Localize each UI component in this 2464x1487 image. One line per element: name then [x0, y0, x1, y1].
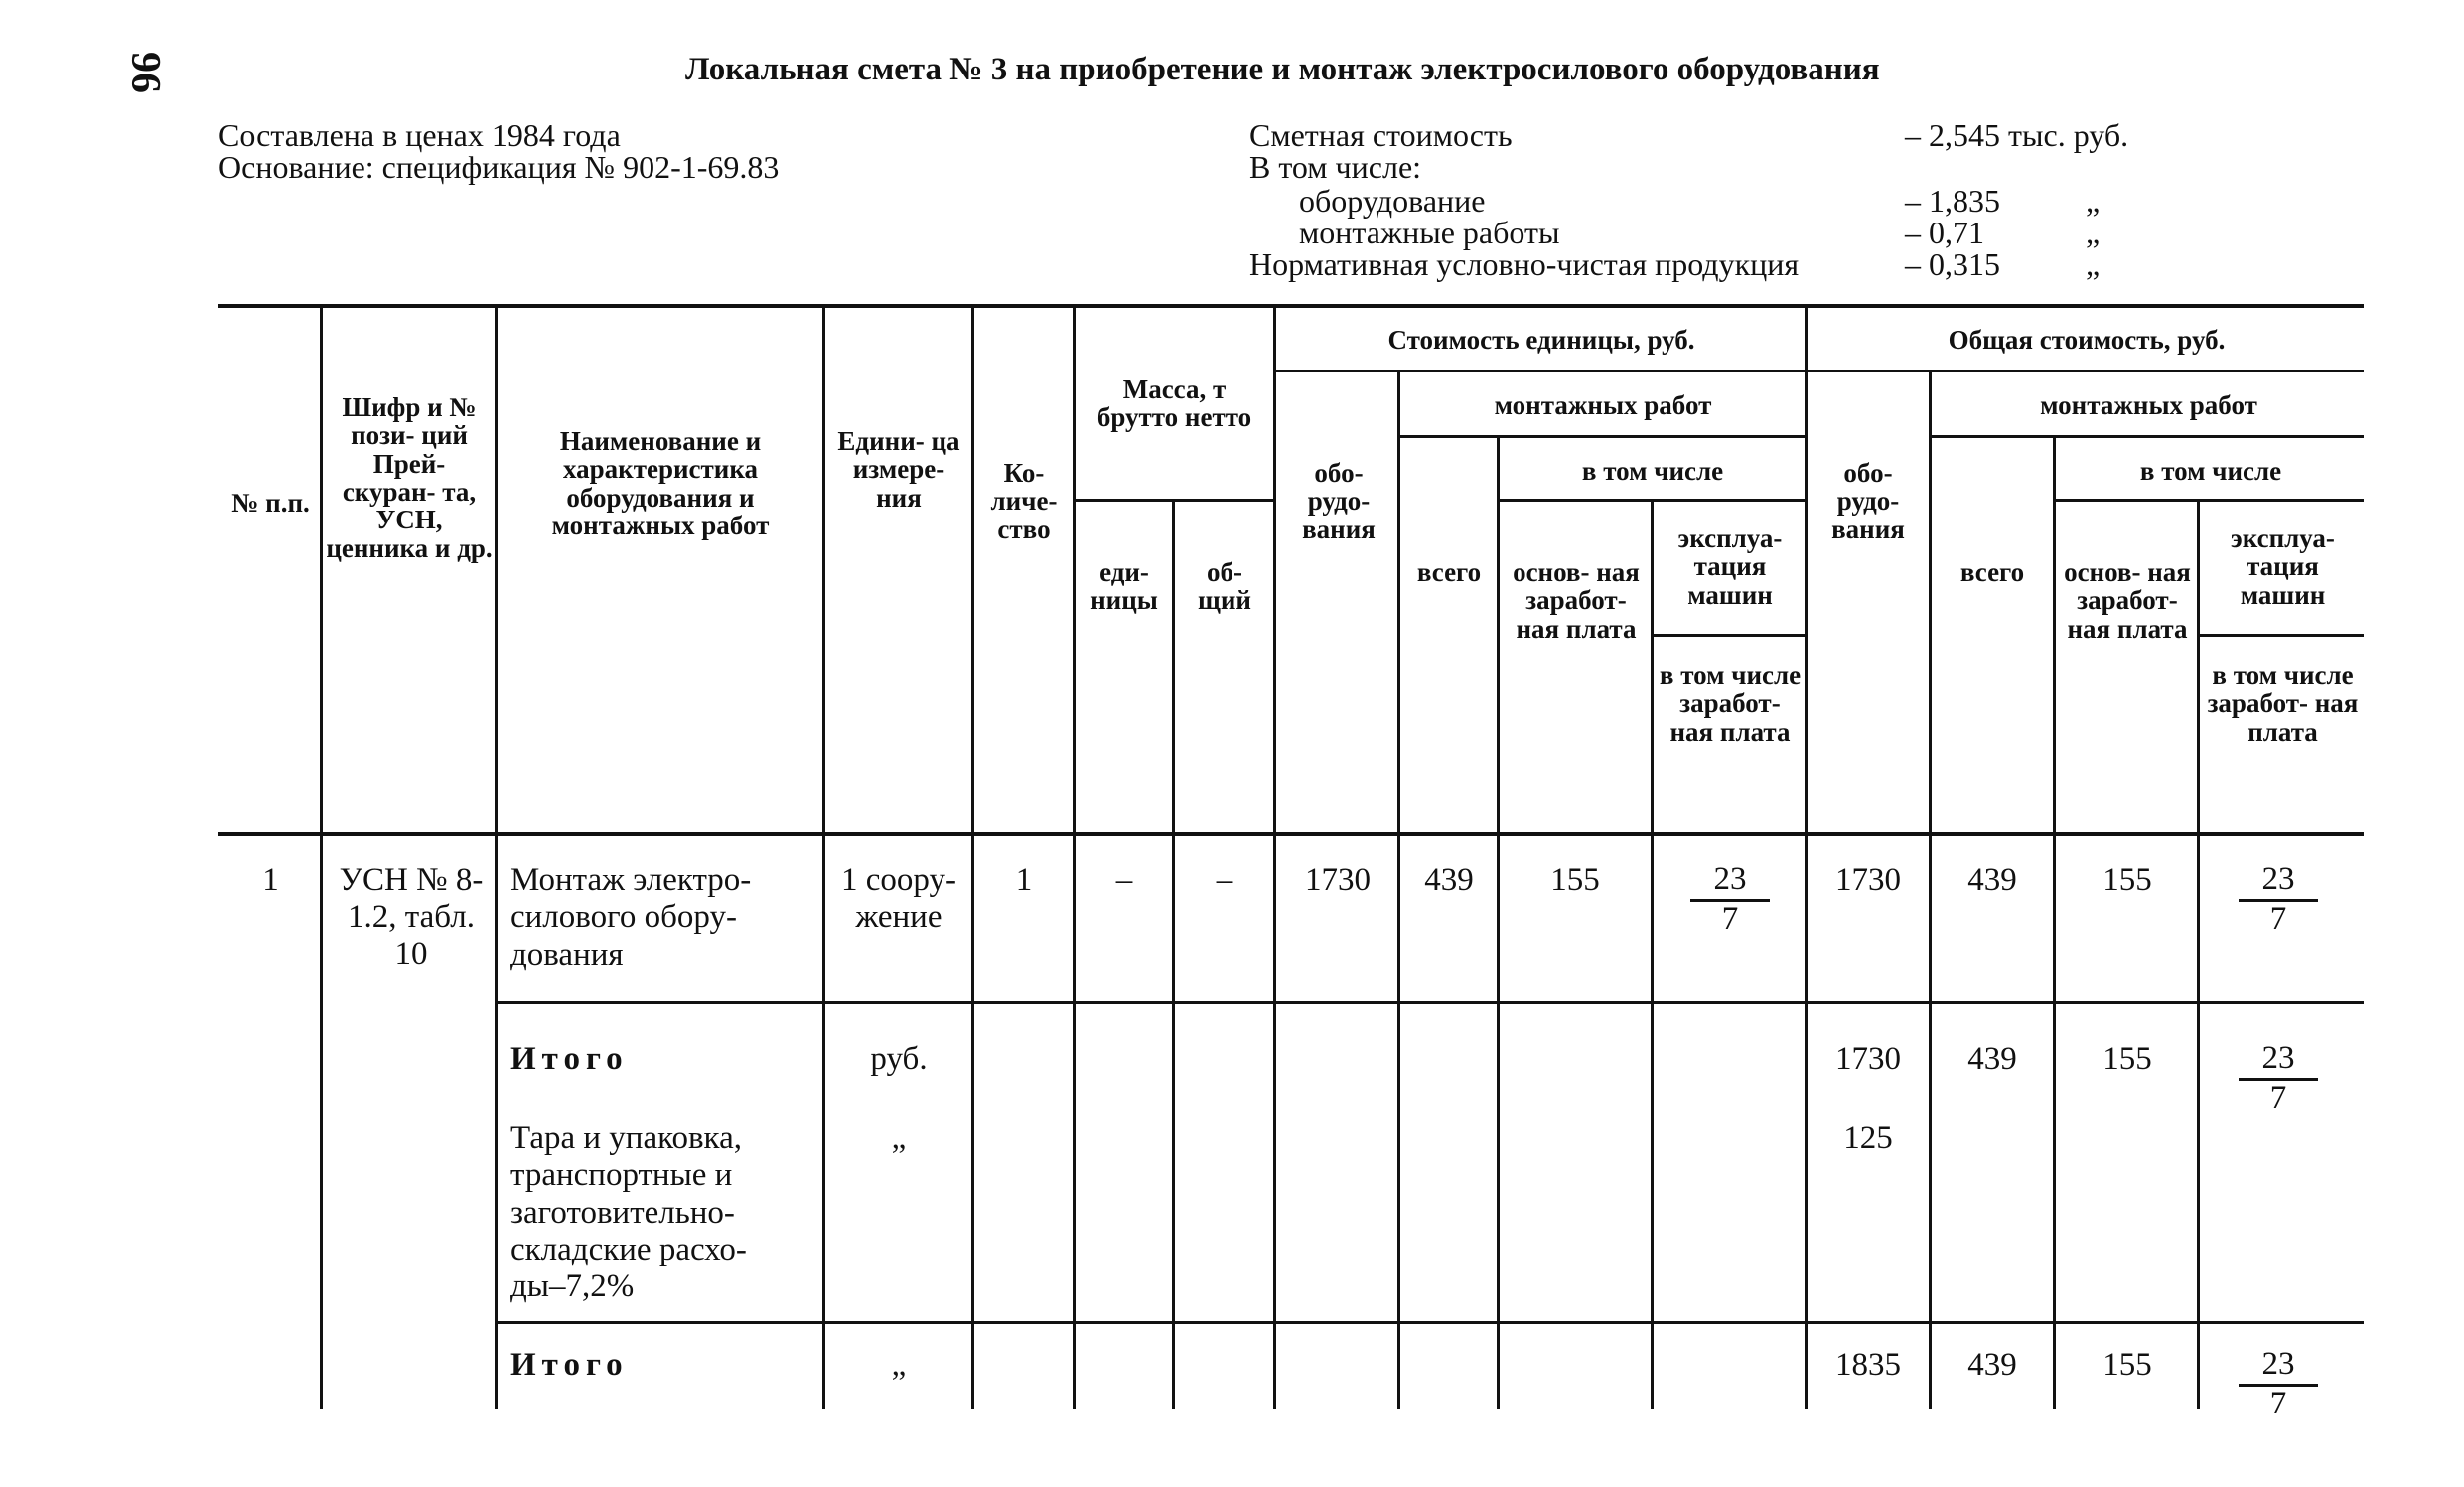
header-bottom-rule	[218, 832, 2364, 836]
row-unit-machines: 23	[1690, 862, 1770, 902]
summary-unit: „	[891, 1347, 907, 1383]
summary-total-machines-fraction	[2239, 1347, 2318, 1420]
header-rule	[1500, 499, 1808, 502]
column-rule	[1273, 304, 1276, 1409]
row-total-basic-wage: 155	[2102, 862, 2152, 898]
row-unit-basic-wage: 155	[1550, 862, 1600, 898]
row-total-equipment: 1730	[1835, 862, 1901, 898]
equipment-label: оборудование	[1299, 183, 1486, 219]
row-total-machines-wage: 7	[2269, 900, 2287, 937]
column-rule	[2053, 435, 2056, 1409]
col-header-total-basic-wage: основ- ная заработ- ная плата	[2064, 557, 2191, 644]
col-header-unit-cost: Стоимость единицы, руб.	[1387, 325, 1695, 355]
row-mass-unit: –	[1115, 862, 1133, 898]
summary-name: Итого	[510, 1347, 629, 1383]
col-header-unit: Едини- ца измере- ния	[837, 426, 960, 513]
column-rule	[2197, 499, 2200, 1409]
summary-total-equipment: 1730	[1835, 1041, 1901, 1077]
col-header-total-including: в том числе	[2139, 456, 2282, 486]
equipment-ditto: „	[2086, 183, 2101, 219]
summary-total-machines-wage: 7	[2269, 1385, 2287, 1421]
row-unit: 1 соору- жение	[841, 862, 956, 935]
summary-total-basic-wage: 155	[2102, 1041, 2152, 1077]
basis-spec: Основание: спецификация № 902-1-69.83	[218, 149, 780, 185]
header-rule	[1276, 370, 2364, 372]
column-rule	[495, 304, 498, 1409]
column-rule	[1805, 304, 1808, 1409]
summary-total-machines-fraction	[2239, 1041, 2318, 1115]
row-total-machines-fraction	[2239, 862, 2318, 936]
summary-name: Тара и упаковка, транспортные и заготовительно- складские расхо- ды–7,2%	[510, 1120, 747, 1305]
row-total-machines: 23	[2239, 862, 2318, 902]
page-number: 96	[122, 52, 168, 93]
summary-unit: „	[891, 1120, 907, 1156]
summary-total-equipment: 1835	[1835, 1347, 1901, 1383]
col-header-machines: эксплуа- тация машин	[1677, 523, 1783, 610]
col-header-mass: Масса, т брутто нетто	[1096, 374, 1252, 433]
col-header-num: № п.п.	[231, 488, 310, 518]
header-rule	[1654, 634, 1808, 637]
col-header-all: всего	[1416, 557, 1482, 587]
column-rule	[822, 304, 825, 1409]
col-header-equipment: обо- рудо- вания	[1302, 458, 1376, 544]
col-header-total-all: всего	[1959, 557, 2025, 587]
summary-total-machines-wage: 7	[2269, 1079, 2287, 1115]
summary-total-basic-wage: 155	[2102, 1347, 2152, 1383]
col-header-total-machines: эксплуа- тация машин	[2231, 523, 2335, 610]
summary-total-all: 439	[1967, 1347, 2017, 1383]
col-header-code: Шифр и № пози- ций Прей- скуран- та, УСН, ценника и др.	[326, 392, 493, 563]
prices-year: Составлена в ценах 1984 года	[218, 117, 621, 153]
row-unit-all: 439	[1424, 862, 1474, 898]
header-rule	[1932, 435, 2364, 438]
col-header-mounting: монтажных работ	[1494, 390, 1712, 420]
column-rule	[1651, 499, 1654, 1409]
col-header-mass-total: об- щий	[1198, 557, 1251, 616]
header-rule	[2056, 499, 2364, 502]
row-name: Монтаж электро- силового обору- дования	[510, 862, 752, 972]
equipment-value: – 1,835	[1905, 183, 2000, 219]
col-header-basic-wage: основ- ная заработ- ная плата	[1513, 557, 1640, 644]
column-rule	[320, 304, 323, 1409]
summary-name: Итого	[510, 1041, 629, 1077]
column-rule	[971, 304, 974, 1409]
row-total-all: 439	[1967, 862, 2017, 898]
summary-total-all: 439	[1967, 1041, 2017, 1077]
row-unit-machines-wage: 7	[1721, 900, 1739, 937]
column-rule	[1929, 370, 1932, 1409]
column-rule	[1397, 370, 1400, 1409]
col-header-including: в том числе	[1581, 456, 1724, 486]
mounting-ditto: „	[2086, 215, 2101, 250]
row-unit-machines-fraction	[1690, 862, 1770, 936]
summary-total-equipment: 125	[1843, 1120, 1893, 1156]
column-rule	[1497, 435, 1500, 1409]
cost-value: – 2,545 тыс. руб.	[1905, 117, 2129, 153]
cost-label: Сметная стоимость	[1249, 117, 1513, 153]
row-num: 1	[262, 862, 279, 898]
norm-label: Нормативная условно-чистая продукция	[1249, 246, 1800, 282]
norm-value: – 0,315	[1905, 246, 2000, 282]
row-rule	[495, 1321, 2364, 1324]
col-header-name: Наименование и характеристика оборудования и монтажных работ	[551, 426, 770, 541]
col-header-machines-wage: в том числе заработ- ная плата	[1659, 661, 1802, 747]
summary-unit: руб.	[870, 1041, 928, 1077]
column-rule	[1073, 304, 1076, 1409]
col-header-total-cost: Общая стоимость, руб.	[1948, 325, 2226, 355]
row-rule	[495, 1001, 2364, 1004]
row-unit-equipment: 1730	[1305, 862, 1371, 898]
row-code: УСН № 8-1.2, табл. 10	[339, 862, 484, 971]
row-qty: 1	[1015, 862, 1033, 898]
mounting-label: монтажные работы	[1299, 215, 1560, 250]
norm-ditto: „	[2086, 246, 2101, 282]
col-header-total-mounting: монтажных работ	[2040, 390, 2257, 420]
col-header-mass-unit: еди- ницы	[1090, 557, 1158, 616]
row-mass-total: –	[1216, 862, 1233, 898]
col-header-total-machines-wage: в том числе заработ- ная плата	[2207, 661, 2359, 747]
summary-total-machines: 23	[2239, 1041, 2318, 1081]
header-rule	[2200, 634, 2364, 637]
including-label: В том числе:	[1249, 149, 1422, 185]
table-top-rule	[218, 304, 2364, 308]
col-header-qty: Ко- личе- ство	[990, 458, 1058, 544]
header-rule	[1400, 435, 1808, 438]
summary-total-machines: 23	[2239, 1347, 2318, 1387]
col-header-total-equipment: обо- рудо- вания	[1831, 458, 1905, 544]
column-rule	[1172, 499, 1175, 1409]
mounting-value: – 0,71	[1905, 215, 1984, 250]
page-title: Локальная смета № 3 на приобретение и монтаж электросилового оборудования	[685, 52, 1880, 87]
